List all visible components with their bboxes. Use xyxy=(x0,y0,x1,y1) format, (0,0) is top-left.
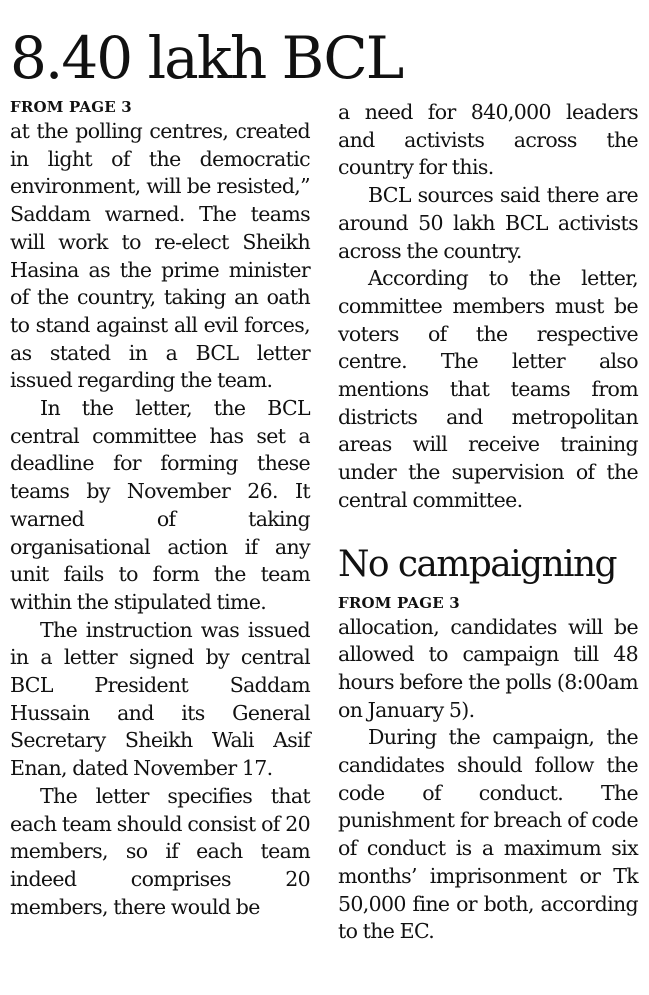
story1-paragraph-3: The instruction was issued in a letter signed by central BCL President Saddam Hussain and its General Secretary Sheikh Wali Asif Enan, dated November 17. xyxy=(10,617,310,781)
left-column xyxy=(10,96,310,921)
story2-paragraph-2: During the campaign, the candidates should follow the code of conduct. The punishment for breach of code of conduct is a maximum six months’ imprisonment or Tk 50,000 fine or both, according to the EC. xyxy=(338,725,638,944)
story1-paragraph-4a: The letter specifies that each team should consist of 20 members, so if each team indeed comprises 20 members, there would be xyxy=(10,783,310,919)
story2-headline: No campaigning xyxy=(338,543,616,585)
story2-kicker: FROM PAGE 3 xyxy=(338,593,460,612)
headline: 8.40 lakh BCL xyxy=(10,24,403,92)
story1-paragraph-5: BCL sources said there are around 50 lakh BCL activists across the country. xyxy=(338,183,638,263)
story2-paragraph-1: allocation, candidates will be allowed to campaign till 48 hours before the polls (8:00am on January 5). xyxy=(338,614,638,722)
story1-paragraph-4b: a need for 840,000 leaders and activists across the country for this. xyxy=(338,100,638,180)
story1-paragraph-6: According to the letter, committee members must be voters of the respective centre. The letter also mentions that teams from districts and metropolitan areas will receive training under the supervision of the central committee. xyxy=(338,266,638,512)
story1-paragraph-2: In the letter, the BCL central committee has set a deadline for forming these teams by November 26. It warned of taking organisational action if any unit fails to form the team within the stipulated time. xyxy=(10,396,310,614)
right-column xyxy=(338,96,638,946)
story1-paragraph-1: at the polling centres, created in light of the democratic environment, will be resisted,” Saddam warned. The teams will work to re-elect Sheikh Hasina as the prime minister of the country, taking an oath to stand against all evil forces, as stated in a BCL letter issued regarding the team. xyxy=(10,119,310,393)
story1-kicker: FROM PAGE 3 xyxy=(10,98,132,116)
